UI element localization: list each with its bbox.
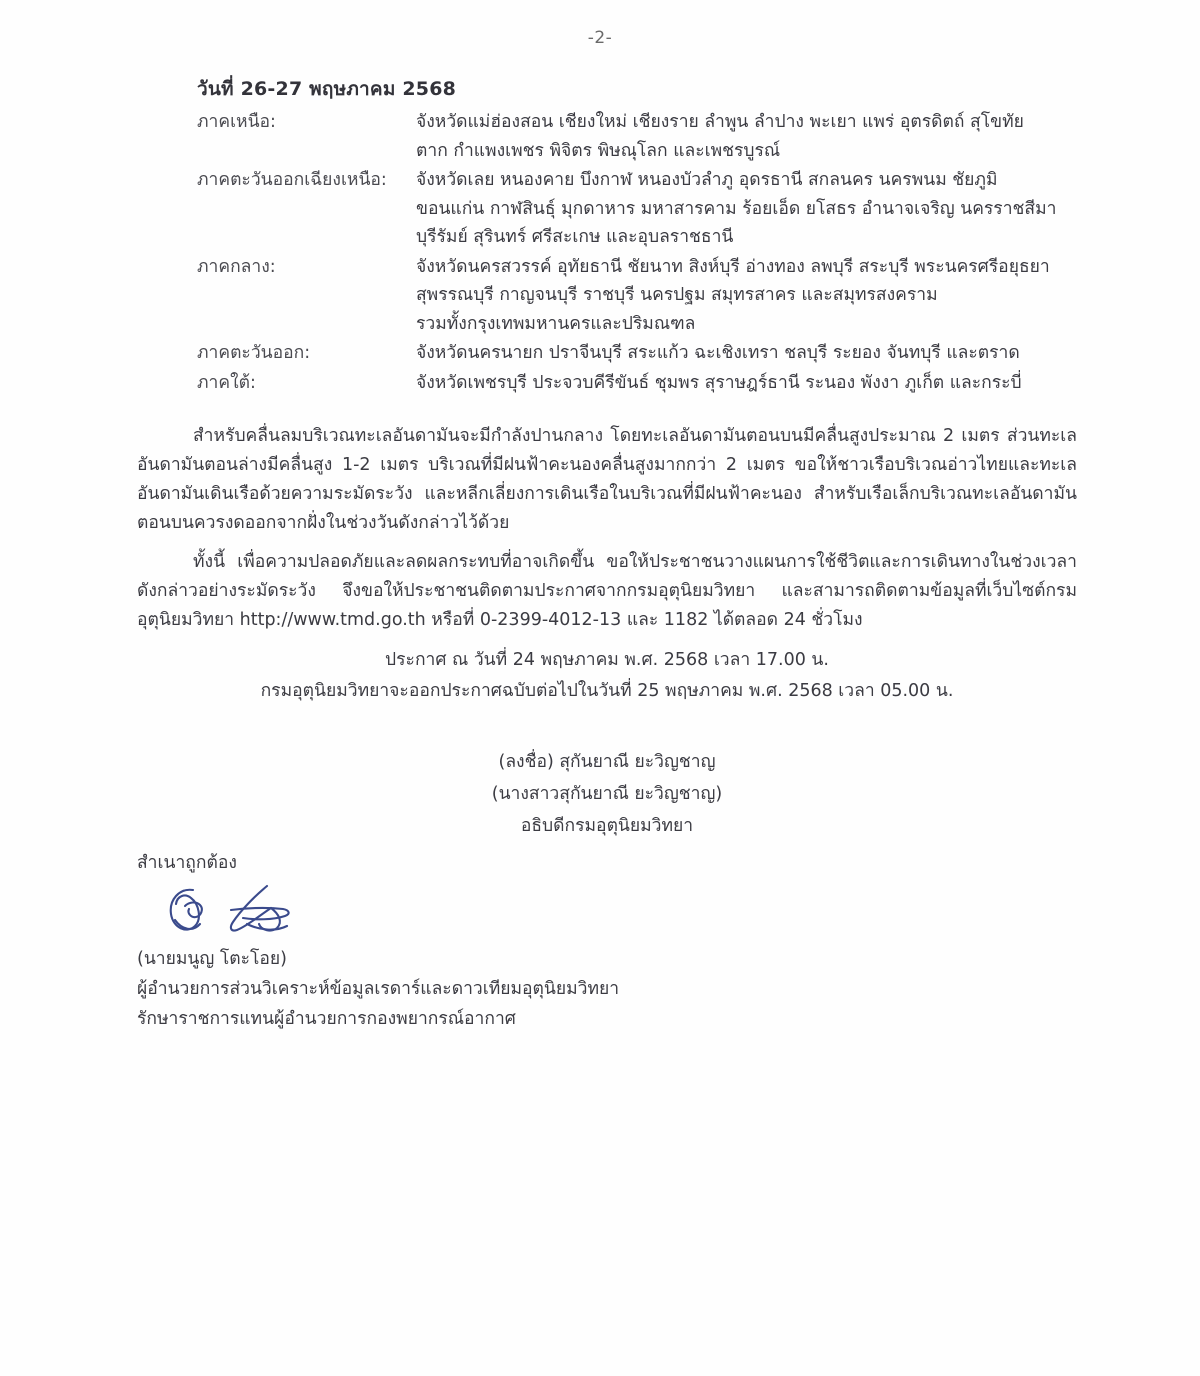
province-line: ขอนแก่น กาฬสินธุ์ มุกดาหาร มหาสารคาม ร้อยเอ็ด ยโสธร อำนาจเจริญ นครราชสีมา xyxy=(416,198,1057,219)
region-label-east: ภาคตะวันออก: xyxy=(197,343,311,363)
province-line: รวมทั้งกรุงเทพมหานครและปริมณฑล xyxy=(416,313,696,334)
certified-copy-title-line-1: ผู้อำนวยการส่วนวิเคราะห์ข้อมูลเรดาร์และดาวเทียมอุตุนิยมวิทยา xyxy=(137,979,620,999)
paragraph-text: สำหรับคลื่นลมบริเวณทะเลอันดามันจะมีกำลังปานกลาง โดยทะเลอันดามันตอนบนมีคลื่นสูงประมาณ 2 เมตร ส่วนทะเลอันดามันตอนล่างมีคลื่นสูง 1-2 เมตร บริเวณที่มีฝนฟ้าคะนองคลื่นสูงมากกว่า 2 เมตร ขอให้ชาวเรือบริเวณอ่าวไทยและทะเลอันดามันเดินเรือด้วยความระมัดระวัง และหลีกเลี่ยงการเดินเรือในบริเวณที่มีฝนฟ้าคะนอง สำหรับเรือเล็กบริเวณทะเลอันดามันตอนบนควรงดออกจากฝั่งในช่วงวันดังกล่าวไว้ด้วย xyxy=(137,425,1077,533)
province-line: ตาก กำแพงเพชร พิจิตร พิษณุโลก และเพชรบูรณ์ xyxy=(416,140,781,161)
paragraph-text: ทั้งนี้ เพื่อความปลอดภัยและลดผลกระทบที่อาจเกิดขึ้น ขอให้ประชาชนวางแผนการใช้ชีวิตและการเดินทางในช่วงเวลาดังกล่าวอย่างระมัดระวัง จึงขอให้ประชาชนติดตามประกาศจากกรมอุตุนิยมวิทยา และสามารถติดตามข้อมูลที่เว็บไซต์กรมอุตุนิยมวิทยา http://www.tmd.go.th หรือที่ 0-2399-4012-13 และ 1182 ได้ตลอด 24 ชั่วโมง xyxy=(137,551,1077,630)
signer-position-line: อธิบดีกรมอุตุนิยมวิทยา xyxy=(520,816,694,836)
date-heading: วันที่ 26-27 พฤษภาคม 2568 xyxy=(197,78,457,100)
issue-information xyxy=(137,645,1077,707)
region-label-northeast: ภาคตะวันออกเฉียงเหนือ: xyxy=(197,170,387,190)
page-number: -2- xyxy=(587,28,613,48)
region-provinces-central xyxy=(416,253,1057,339)
table-row xyxy=(197,369,1057,398)
signed-by-line: (ลงชื่อ) สุกันยาณี ยะวิญชาญ xyxy=(498,752,716,772)
region-label-south: ภาคใต้: xyxy=(197,372,256,393)
region-label-north: ภาคเหนือ: xyxy=(197,112,276,132)
table-row xyxy=(197,253,1057,339)
certified-copy-label: สำเนาถูกต้อง xyxy=(137,853,237,873)
region-province-table xyxy=(197,108,1057,398)
province-line: จังหวัดเพชรบุรี ประจวบคีรีขันธ์ ชุมพร สุราษฎร์ธานี ระนอง พังงา ภูเก็ต และกระบี่ xyxy=(416,372,1022,393)
table-row xyxy=(197,339,1057,368)
province-line: บุรีรัมย์ สุรินทร์ ศรีสะเกษ และอุบลราชธานี xyxy=(416,227,734,247)
province-line: จังหวัดนครนายก ปราจีนบุรี สระแก้ว ฉะเชิงเทรา ชลบุรี ระยอง จันทบุรี และตราด xyxy=(416,343,1020,363)
region-label-central: ภาคกลาง: xyxy=(197,256,276,277)
region-provinces-east xyxy=(416,339,1057,368)
signature-block xyxy=(137,746,1077,842)
paragraph-sea-conditions xyxy=(137,422,1077,538)
signer-name-line: (นางสาวสุกันยาณี ยะวิญชาญ) xyxy=(491,784,723,804)
region-provinces-north xyxy=(416,108,1057,165)
handwritten-signature-icon xyxy=(155,880,365,942)
table-row xyxy=(197,108,1057,165)
province-line: สุพรรณบุรี กาญจนบุรี ราชบุรี นครปฐม สมุทรสาคร และสมุทรสงคราม xyxy=(416,285,938,305)
next-issue-datetime-line: กรมอุตุนิยมวิทยาจะออกประกาศฉบับต่อไปในวันที่ 25 พฤษภาคม พ.ศ. 2568 เวลา 05.00 น. xyxy=(260,681,954,701)
region-provinces-northeast xyxy=(416,166,1057,252)
province-line: จังหวัดเลย หนองคาย บึงกาฬ หนองบัวลำภู อุดรธานี สกลนคร นครพนม ชัยภูมิ xyxy=(416,170,998,190)
issued-datetime-line: ประกาศ ณ วันที่ 24 พฤษภาคม พ.ศ. 2568 เวลา 17.00 น. xyxy=(385,650,829,670)
table-row xyxy=(197,166,1057,252)
certified-copy-block xyxy=(137,848,619,1034)
paragraph-safety-notice xyxy=(137,548,1077,635)
province-line: จังหวัดนครสวรรค์ อุทัยธานี ชัยนาท สิงห์บุรี อ่างทอง ลพบุรี สระบุรี พระนครศรีอยุธยา xyxy=(416,256,1050,277)
certified-copy-name: (นายมนูญ โตะโอย) xyxy=(137,949,287,969)
province-line: จังหวัดแม่ฮ่องสอน เชียงใหม่ เชียงราย ลำพูน ลำปาง พะเยา แพร่ อุตรดิตถ์ สุโขทัย xyxy=(416,112,1024,132)
certified-copy-title-line-2: รักษาราชการแทนผู้อำนวยการกองพยากรณ์อากาศ xyxy=(137,1009,516,1029)
region-provinces-south xyxy=(416,369,1057,398)
